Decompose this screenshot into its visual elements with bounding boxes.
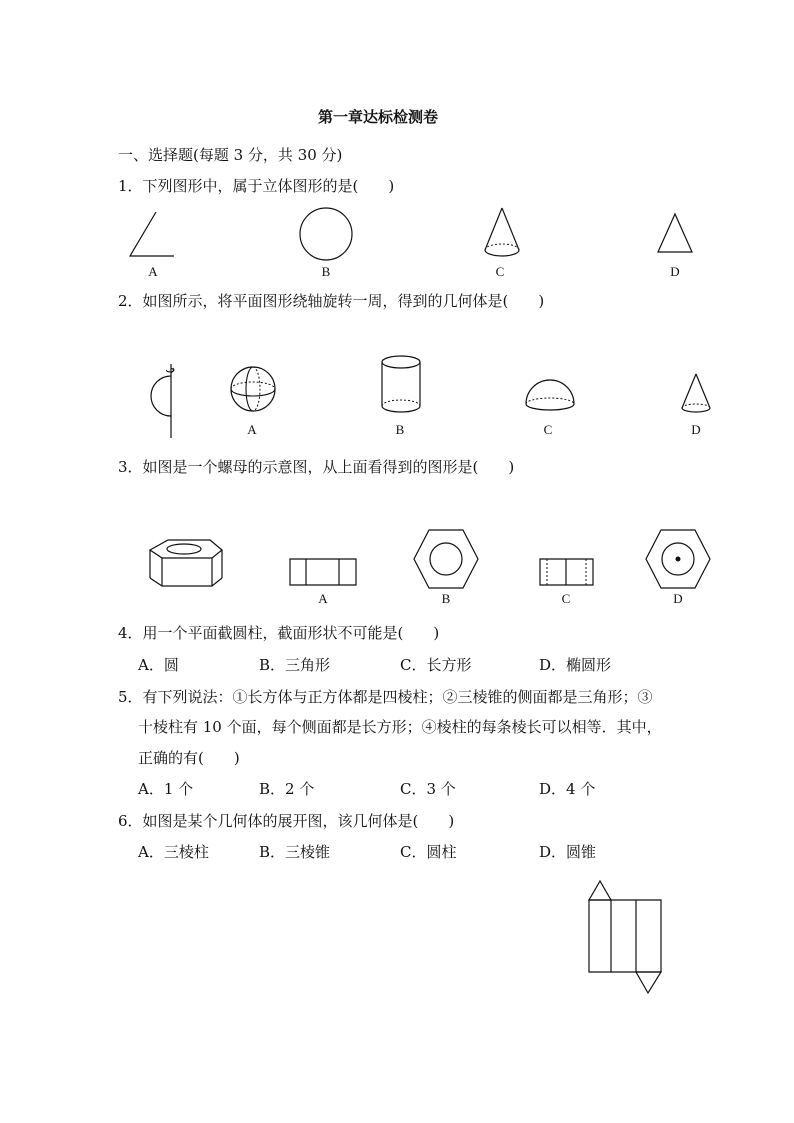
q3-label-c: C: [561, 591, 571, 606]
q5-stem-line-1: 5．有下列说法：①长方体与正方体都是四棱柱；②三棱锥的侧面都是三角形；③: [118, 688, 653, 706]
q1-figure-triangle: [656, 212, 696, 256]
q1-label-a: A: [148, 264, 158, 279]
q5-option-a[interactable]: A．1 个: [138, 780, 194, 798]
q1-figure-cone: [482, 206, 522, 260]
q3-label-d: D: [673, 591, 683, 606]
q5-option-b[interactable]: B．2 个: [259, 780, 315, 798]
q3-label-a: A: [318, 591, 328, 606]
q2-figure-sphere: [228, 364, 278, 414]
q4-option-b[interactable]: B．三角形: [259, 656, 331, 674]
q1-stem: 1．下列图形中，属于立体图形的是( ): [118, 177, 395, 195]
q3-option-b-figure: [412, 528, 480, 592]
q1-figure-angle: [128, 210, 178, 260]
q3-label-b: B: [441, 591, 451, 606]
q2-stem: 2．如图所示，将平面图形绕轴旋转一周，得到的几何体是( ): [118, 292, 545, 310]
q1-label-c: C: [495, 264, 505, 279]
q6-option-a[interactable]: A．三棱柱: [138, 843, 209, 861]
q6-option-b[interactable]: B．三棱锥: [259, 843, 331, 861]
q2-figure-cylinder: [380, 354, 422, 416]
q4-option-d[interactable]: D．椭圆形: [539, 656, 612, 674]
q2-label-b: B: [395, 422, 405, 437]
q4-option-a[interactable]: A．圆: [138, 656, 179, 674]
q1-label-b: B: [321, 264, 331, 279]
q5-stem-line-3: 正确的有( ): [138, 749, 240, 767]
q1-figure-circle: [298, 206, 354, 262]
q2-label-c: C: [543, 422, 553, 437]
q1-label-d: D: [670, 264, 680, 279]
q6-option-d[interactable]: D．圆锥: [539, 843, 597, 861]
q2-figure-rotation-axis: [144, 362, 184, 442]
q2-label-a: A: [247, 422, 257, 437]
q2-label-d: D: [691, 422, 701, 437]
q6-option-c[interactable]: C．圆柱: [400, 843, 457, 861]
q3-option-a-figure: [289, 558, 359, 588]
q5-option-d[interactable]: D．4 个: [539, 780, 596, 798]
q6-stem: 6．如图是某个几何体的展开图，该几何体是( ): [118, 812, 455, 830]
section-heading: 一、选择题(每题 3 分，共 30 分): [118, 146, 343, 164]
q6-net-figure: [588, 880, 664, 996]
page-title: 第一章达标检测卷: [318, 108, 439, 126]
q5-option-c[interactable]: C．3 个: [400, 780, 456, 798]
q3-option-d-figure: [644, 528, 712, 592]
q5-stem-line-2: 十棱柱有 10 个面，每个侧面都是长方形；④棱柱的每条棱长可以相等．其中，: [138, 718, 662, 736]
q3-option-c-figure: [539, 558, 595, 588]
q2-figure-cone: [679, 372, 713, 416]
q4-stem: 4．用一个平面截圆柱，截面形状不可能是( ): [118, 624, 440, 642]
q2-figure-hemisphere: [524, 378, 576, 414]
q4-option-c[interactable]: C．长方形: [400, 656, 472, 674]
q3-figure-nut: [146, 538, 226, 590]
q3-stem: 3．如图是一个螺母的示意图，从上面看得到的图形是( ): [118, 458, 515, 476]
